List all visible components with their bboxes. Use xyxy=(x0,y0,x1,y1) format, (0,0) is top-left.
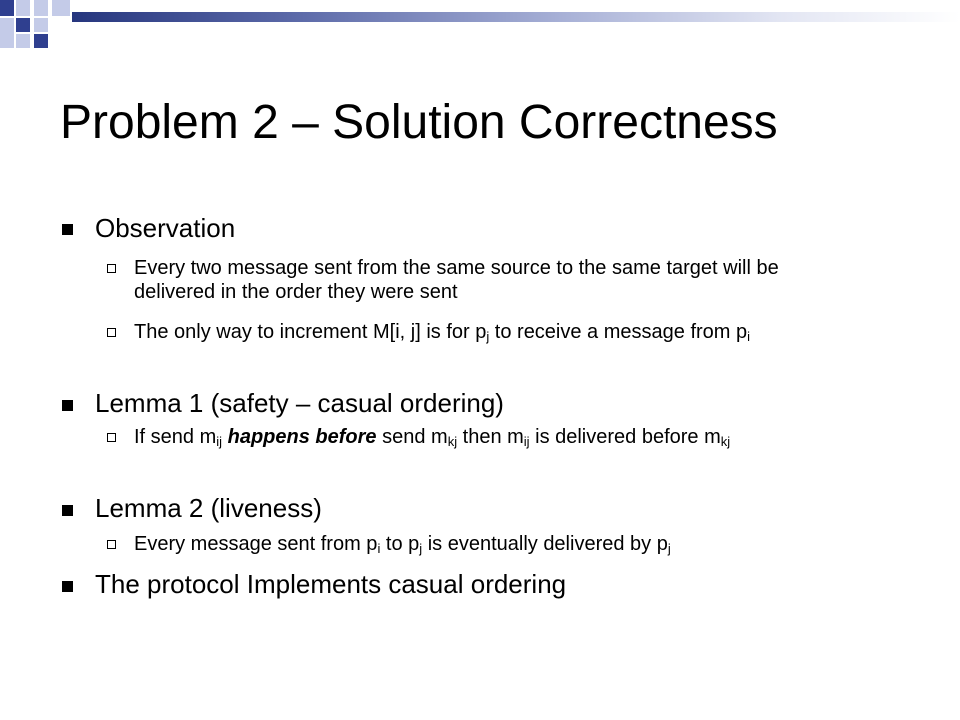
sub-bullet-fifo: Every two message sent from the same source to the same target will be delivered in the order they were sent xyxy=(134,257,779,303)
sub-bullet-increment: The only way to increment M[i, j] is for $p_j$ to receive a message from $p_i$ xyxy=(134,321,751,344)
sub-bullet-lemma-2: Every message sent from $p_i$ to $p_j$ is eventually delivered by $p_j$ xyxy=(134,533,671,556)
bullet-conclusion: The protocol Implements casual ordering xyxy=(95,569,567,599)
bullet-lemma-1: Lemma 1 (safety – casual ordering) xyxy=(95,388,504,418)
hollow-square-bullet-icon xyxy=(107,433,116,442)
hollow-square-bullet-icon xyxy=(107,540,116,549)
bullet-observation: Observation xyxy=(95,213,236,243)
sub-bullet-lemma-1: If send $m_{ij}$ happens before send $m_{kj}$ then $m_{ij}$ is delivered before $m_{kj}$ xyxy=(134,426,731,449)
bullet-lemma-2: Lemma 2 (liveness) xyxy=(95,493,322,523)
hollow-square-bullet-icon xyxy=(107,328,116,337)
hollow-square-bullet-icon xyxy=(107,264,116,273)
square-bullet-icon xyxy=(62,224,73,235)
square-bullet-icon xyxy=(62,581,73,592)
square-bullet-icon xyxy=(62,505,73,516)
square-bullet-icon xyxy=(62,400,73,411)
slide-title: Problem 2 – Solution Correctness xyxy=(60,96,778,149)
